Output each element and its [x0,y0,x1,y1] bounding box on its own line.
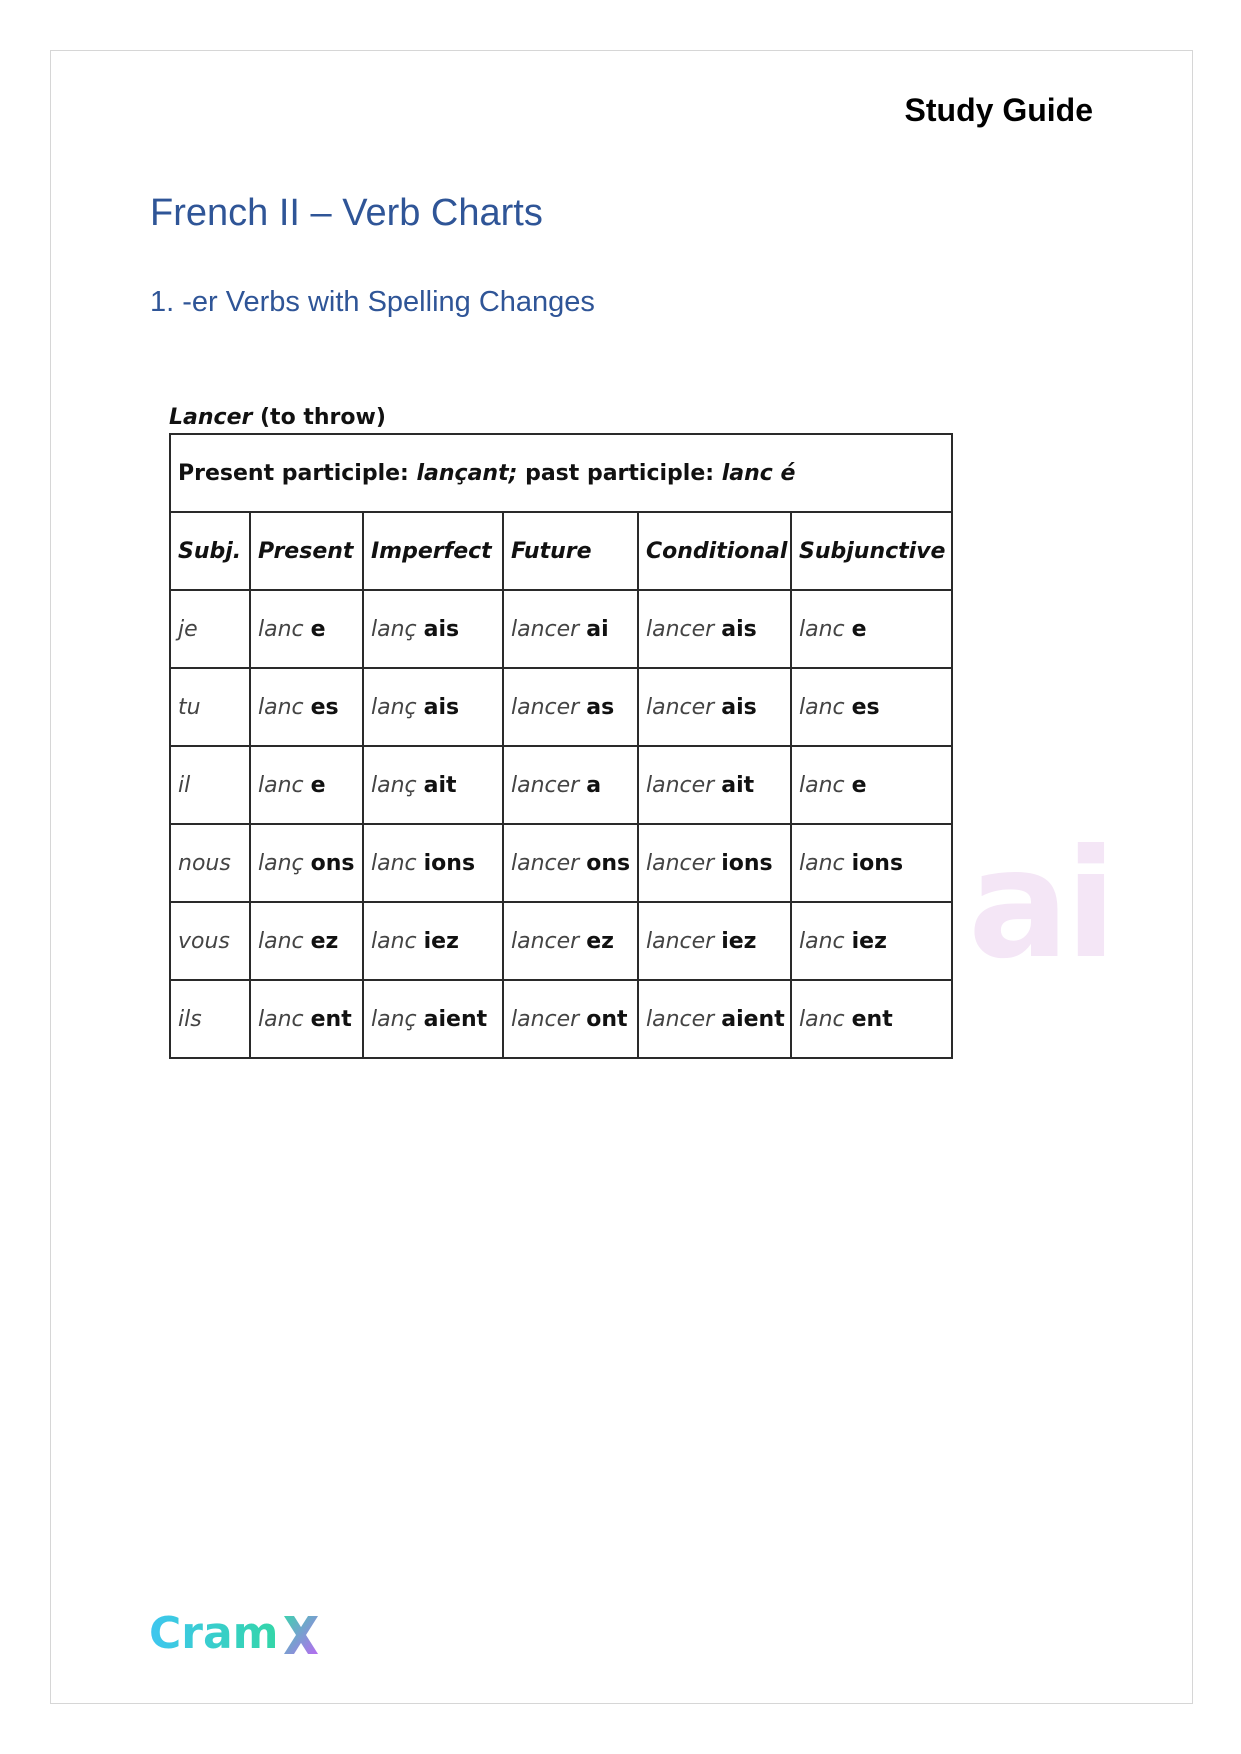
verb-stem: lancer [511,928,587,954]
table-row [170,668,952,746]
verb-stem: lancer [646,772,722,798]
present-participle-value: lançant; [416,460,518,486]
verb-stem: lanc [799,694,852,720]
verb-stem: lanc [258,928,311,954]
table-row [170,746,952,824]
logo-wordmark: Cram [149,1608,279,1659]
subjunctive-form-cell [791,668,952,746]
verb-ending: ent [310,1006,352,1032]
future-form-cell [503,668,638,746]
verb-stem: lanc [371,928,424,954]
subjunctive-form-cell [791,902,952,980]
future-form-cell [503,746,638,824]
imperfect-form-cell [363,980,503,1058]
verb-stem: lancer [646,1006,722,1032]
imperfect-form-cell [363,824,503,902]
conjugation-table [169,433,953,1059]
verb-stem: lancer [646,928,722,954]
column-header-present: Present [250,512,363,590]
conditional-form-cell [638,590,791,668]
imperfect-form-cell [363,902,503,980]
conditional-form-cell [638,746,791,824]
verb-ending: e [851,772,867,798]
verb-stem: lanç [371,616,424,642]
verb-ending: aient [721,1006,785,1032]
verb-ending: e [851,616,867,642]
verb-ending: ions [721,850,773,876]
verb-ending: ons [310,850,355,876]
verb-stem: lanc [799,616,852,642]
verb-stem: lancer [511,772,587,798]
verb-stem: lanç [371,694,424,720]
verb-ending: ent [851,1006,893,1032]
imperfect-form-cell [363,668,503,746]
subject-cell: ils [170,980,250,1058]
participles-row [170,434,952,512]
subjunctive-form-cell [791,980,952,1058]
verb-gloss: (to throw) [252,405,386,430]
table-header-row [170,512,952,590]
verb-stem: lanc [258,772,311,798]
verb-stem: lancer [511,694,587,720]
verb-stem: lanc [799,1006,852,1032]
verb-stem: lancer [511,1006,587,1032]
verb-stem: lancer [646,694,722,720]
verb-ending: ont [586,1006,628,1032]
logo-x-mark [281,1614,321,1656]
verb-ending: e [310,616,326,642]
verb-stem: lanç [371,772,424,798]
verb-ending: a [586,772,602,798]
column-header-subject: Subj. [170,512,250,590]
cramx-logo [149,1608,321,1659]
verb-stem: lancer [646,850,722,876]
verb-ending: aient [423,1006,488,1032]
verb-ending: ez [310,928,339,954]
conditional-form-cell [638,824,791,902]
subject-cell: je [170,590,250,668]
section-title: 1. -er Verbs with Spelling Changes [150,286,595,318]
verb-ending: ai [586,616,609,642]
verb-ending: as [586,694,615,720]
verb-stem: lanc [258,616,311,642]
verb-ending: ais [721,616,757,642]
verb-ending: ais [423,694,460,720]
verb-stem: lanç [258,850,311,876]
table-row [170,824,952,902]
table-row [170,902,952,980]
verb-ending: iez [851,928,887,954]
verb-stem: lanç [371,1006,424,1032]
imperfect-form-cell [363,746,503,824]
column-header-imperfect: Imperfect [363,512,503,590]
imperfect-form-cell [363,590,503,668]
conditional-form-cell [638,902,791,980]
present-form-cell [250,746,363,824]
verb-ending: iez [423,928,459,954]
conditional-form-cell [638,980,791,1058]
verb-ending: iez [721,928,757,954]
verb-ending: es [851,694,880,720]
subject-cell: tu [170,668,250,746]
table-row [170,590,952,668]
present-form-cell [250,668,363,746]
verb-ending: ions [851,850,904,876]
verb-stem: lanc [258,1006,311,1032]
study-guide-label: Study Guide [904,92,1093,128]
present-form-cell [250,980,363,1058]
present-participle-label: Present participle: [178,460,417,486]
future-form-cell [503,980,638,1058]
column-header-subjunctive: Subjunctive [791,512,952,590]
verb-stem: lancer [511,850,587,876]
verb-ending: ez [586,928,614,954]
present-form-cell [250,902,363,980]
verb-ending: ais [423,616,460,642]
subjunctive-form-cell [791,824,952,902]
column-header-future: Future [503,512,638,590]
document-title: French II – Verb Charts [150,192,543,234]
future-form-cell [503,590,638,668]
subjunctive-form-cell [791,746,952,824]
past-participle-label: past participle: [517,460,722,486]
subject-cell: nous [170,824,250,902]
verb-stem: lanc [799,850,852,876]
verb-ending: e [310,772,326,798]
verb-ending: es [310,694,339,720]
verb-ending: ait [721,772,755,798]
future-form-cell [503,902,638,980]
column-header-conditional: Conditional [638,512,791,590]
verb-ending: ons [586,850,631,876]
subject-cell: il [170,746,250,824]
verb-stem: lanc [799,772,852,798]
verb-stem: lanc [799,928,852,954]
table-row [170,980,952,1058]
verb-caption [169,405,386,430]
future-form-cell [503,824,638,902]
subject-cell: vous [170,902,250,980]
verb-stem: lancer [511,616,587,642]
conditional-form-cell [638,668,791,746]
present-form-cell [250,590,363,668]
subjunctive-form-cell [791,590,952,668]
verb-stem: lanc [258,694,311,720]
verb-ending: ions [423,850,476,876]
ai-watermark: ai [968,818,1113,992]
present-form-cell [250,824,363,902]
verb-ending: ait [423,772,457,798]
verb-infinitive: Lancer [169,405,253,430]
verb-ending: ais [721,694,757,720]
past-participle-value: lanc é [721,460,796,486]
verb-stem: lancer [646,616,722,642]
verb-stem: lanc [371,850,424,876]
